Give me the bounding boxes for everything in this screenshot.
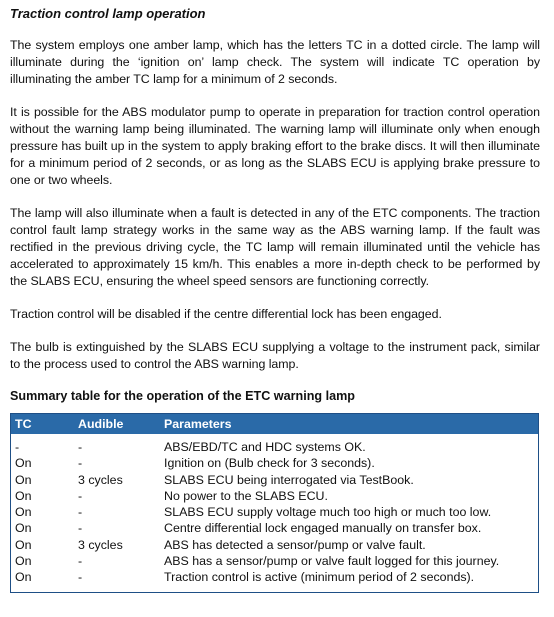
cell-audible: 3 cycles [78, 537, 123, 552]
cell-parameters: ABS has detected a sensor/pump or valve fault. [164, 537, 426, 552]
cell-audible: - [78, 521, 83, 536]
paragraph-lamp-description: The system employs one amber lamp, which has the letters TC in a dotted circle. The lamp will illuminate during the ‘ignition on’ lamp check. The system will indicate TC operation by illuminating the amber TC lamp for a minimum of 2 seconds. [10, 38, 540, 86]
cell-tc: On [15, 472, 32, 487]
table-row [11, 537, 539, 553]
cell-tc: On [15, 570, 32, 585]
cell-parameters: Traction control is active (minimum period of 2 seconds). [164, 570, 475, 585]
header-parameters: Parameters [160, 414, 539, 435]
document [10, 4, 540, 593]
cell-audible: - [78, 488, 83, 503]
table-body [11, 434, 539, 592]
cell-parameters: SLABS ECU supply voltage much too high or much too low. [164, 505, 492, 520]
header-tc: TC [11, 414, 75, 435]
cell-tc: - [15, 440, 20, 454]
cell-audible: 3 cycles [78, 472, 123, 487]
paragraph-diff-lock: Traction control will be disabled if the centre differential lock has been engaged. [10, 307, 442, 321]
table-row [11, 504, 539, 520]
table-row [11, 520, 539, 536]
cell-tc: On [15, 521, 32, 536]
cell-parameters: Centre differential lock engaged manually on transfer box. [164, 521, 482, 536]
cell-audible: - [78, 554, 83, 569]
cell-audible: - [78, 570, 83, 585]
cell-tc: On [15, 456, 32, 471]
cell-audible: - [78, 505, 83, 520]
cell-tc: On [15, 505, 32, 520]
table-row [11, 569, 539, 592]
section-title: Traction control lamp operation [10, 6, 206, 21]
table-row [11, 488, 539, 504]
cell-tc: On [15, 488, 32, 503]
cell-parameters: ABS/EBD/TC and HDC systems OK. [164, 440, 366, 454]
cell-parameters: No power to the SLABS ECU. [164, 488, 328, 503]
cell-parameters: SLABS ECU being interrogated via TestBook. [164, 472, 414, 487]
summary-table [10, 413, 539, 593]
cell-audible: - [78, 440, 83, 454]
paragraph-fault-strategy: The lamp will also illuminate when a fault is detected in any of the ETC components. The traction control fault lamp strategy works in the same way as the ABS warning lamp. If the fault was rectified in the previous driving cycle, the TC lamp will remain illuminated until the vehicle has accelerated to approximately 15 km/h. This enables a more in-depth check to be performed by the SLABS ECU, ensuring the wheel speed sensors are functioning correctly. [10, 206, 540, 288]
table-row [11, 553, 539, 569]
table-row [11, 434, 539, 455]
paragraph-bulb-extinguish: The bulb is extinguished by the SLABS ECU supplying a voltage to the instrument pack, similar to the process used to control the ABS warning lamp. [10, 340, 540, 371]
paragraph-modulator-pump: It is possible for the ABS modulator pump to operate in preparation for traction control operation without the warning lamp being illuminated. The warning lamp will illuminate only when enough pressure has built up in the system to apply braking effort to the brake discs. It will then illuminate for a minimum period of 2 seconds, or as long as the SLABS ECU is applying brake pressure to one or two wheels. [10, 105, 540, 187]
table-row [11, 455, 539, 471]
table-header-row [11, 414, 539, 435]
cell-tc: On [15, 554, 32, 569]
table-title: Summary table for the operation of the ETC warning lamp [10, 389, 355, 403]
cell-audible: - [78, 456, 83, 471]
cell-tc: On [15, 537, 32, 552]
table-row [11, 472, 539, 488]
cell-parameters: Ignition on (Bulb check for 3 seconds). [164, 456, 375, 471]
cell-parameters: ABS has a sensor/pump or valve fault logged for this journey. [164, 554, 500, 569]
header-audible: Audible [74, 414, 160, 435]
